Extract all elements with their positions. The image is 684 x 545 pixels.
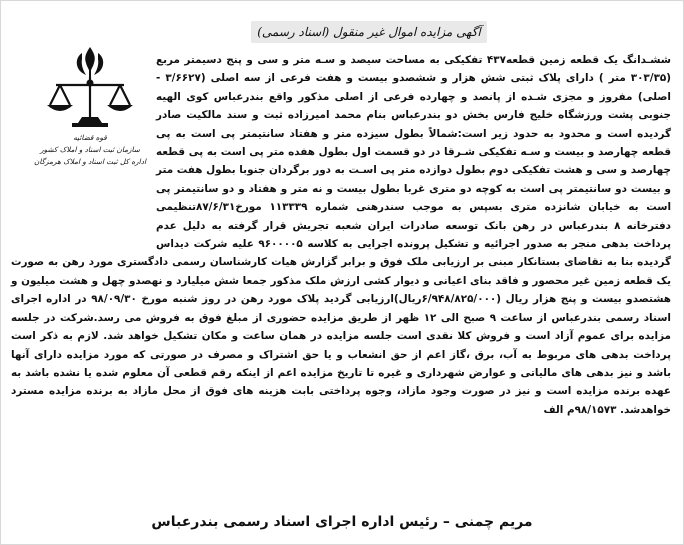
org-name-judiciary: قوه قضائیه: [73, 133, 107, 142]
notice-body-text: ششـدانگ یک قطعه زمین قطعه۴۳۷ تفکیکی به مساحت سیصد و سـه متر و سی و پنج دسیمتر مربع (۳۰۳/۳۵ متر ) دارای پلاک ثبتی شش هزار و ششصدو بیست و هفت فرعی از سه اصلی (۳/۶۶۲۷ - اصلی) مفروز و مجزی شـده از پانصد و چهارده فرعی از اصلی مذکور واقع بندرعباس کوی الهیه جنوبی پشت ورزشگاه خلیج فارس بخش دو بندرعباس بنام محمد امیرزاده ثبت و سند مالکیت صادر گردیده است و محدود به حدود زیر است:شمالاً بطول سیزده متر و هفتاد سانتیمتر پی است به پی قطعه چهارصد و بیست و سـه تفکیکی شـرقا در دو قسمت اول بطول هفده متر پی است به پی قطعه چهارصد و سی و هشت تفکیکی دوم بطول دوازده متر پی اسـت به دور برگردان جنوبا بطول هفت متر و بیست دو سانتیمتر پی است به کوچه دو متری غربا بطول بیست و نه متر و هفتاد و دو سانتیمتر پی است به خیابان شانزده متری بسپس به موجب سندرهنی شماره ۱۱۳۳۳۹ مورخ۸۷/۶/۳۱تنظیمی دفترخانه ۸ بندرعباس در رهن بانک توسعه صادرات ایران شعبه تجریش قرار گرفته به دلیل عدم پرداخت بدهی منجر به صدور اجرائیه و تشکیل پرونده اجرایی به کلاسه ۹۶۰۰۰۰۵ علیه شرکت دیداس گردیده بنا به تقاضای بستانکار مبنی بر ارزیابی ملک فوق و برابر گزارش هیات کارشناسان رسمی دادگستری مورد رهن به صورت یک قطعه زمین غیر محصور و فاقد بنای اعیانی و دیوار کشی ارزش ملک مذکور جمعا شش میلیارد و نهصدو چهل و هشت میلیون و هشتصدو بیست و پنج هزار ریال (۶/۹۴۸/۸۲۵/۰۰۰ریال)ارزیابی گردید پلاک مورد رهن در روز شنبه مورخ ۹۸/۰۹/۳۰ در اداره اجرای اسناد رسمی بندرعباس از ساعت ۹ صبح الی ۱۲ ظهر از طریق مزایده حضوری از مبلغ فوق به فروش می رسد.شرکت در جلسه مزایده برای عموم آزاد است و فروش کلا نقدی است جلسه مزایده در همان ساعت و مکان تشکیل خواهد شد. لازم به ذکر است پرداخت بدهی های مربوط به آب، برق ،گاز اعم از حق انشعاب و یا حق اشتراک و مصرف در صورتی که مورد مزایده دارای آنها باشد و نیز بدهی های مالیاتی و عوارض شهرداری و غیره تا تاریخ مزایده اعم از اینکه رقم قطعی آن معلوم شده یا نشده باشد به عهده برنده مزایده است و نیز در صورت وجود مازاد، وجوه پرداختی بابت هزینه های فوق از محل مازاد به برنده مزایده مسترد خواهدشد. ۹۸/۱۵۷۳م الف: [11, 54, 672, 416]
org-name-province: اداره کل ثبت اسناد و املاک هرمزگان: [34, 157, 146, 166]
emblem-space: [11, 51, 156, 237]
org-name-registration: سازمان ثبت اسناد و املاک کشور: [40, 145, 140, 154]
notice-title: آگهی مزایده اموال غیر منقول (اسناد رسمی): [251, 21, 487, 43]
signature: مریم چمنی – رئیس اداره اجرای اسناد رسمی بندرعباس: [151, 514, 533, 530]
notice-body: [11, 51, 671, 419]
